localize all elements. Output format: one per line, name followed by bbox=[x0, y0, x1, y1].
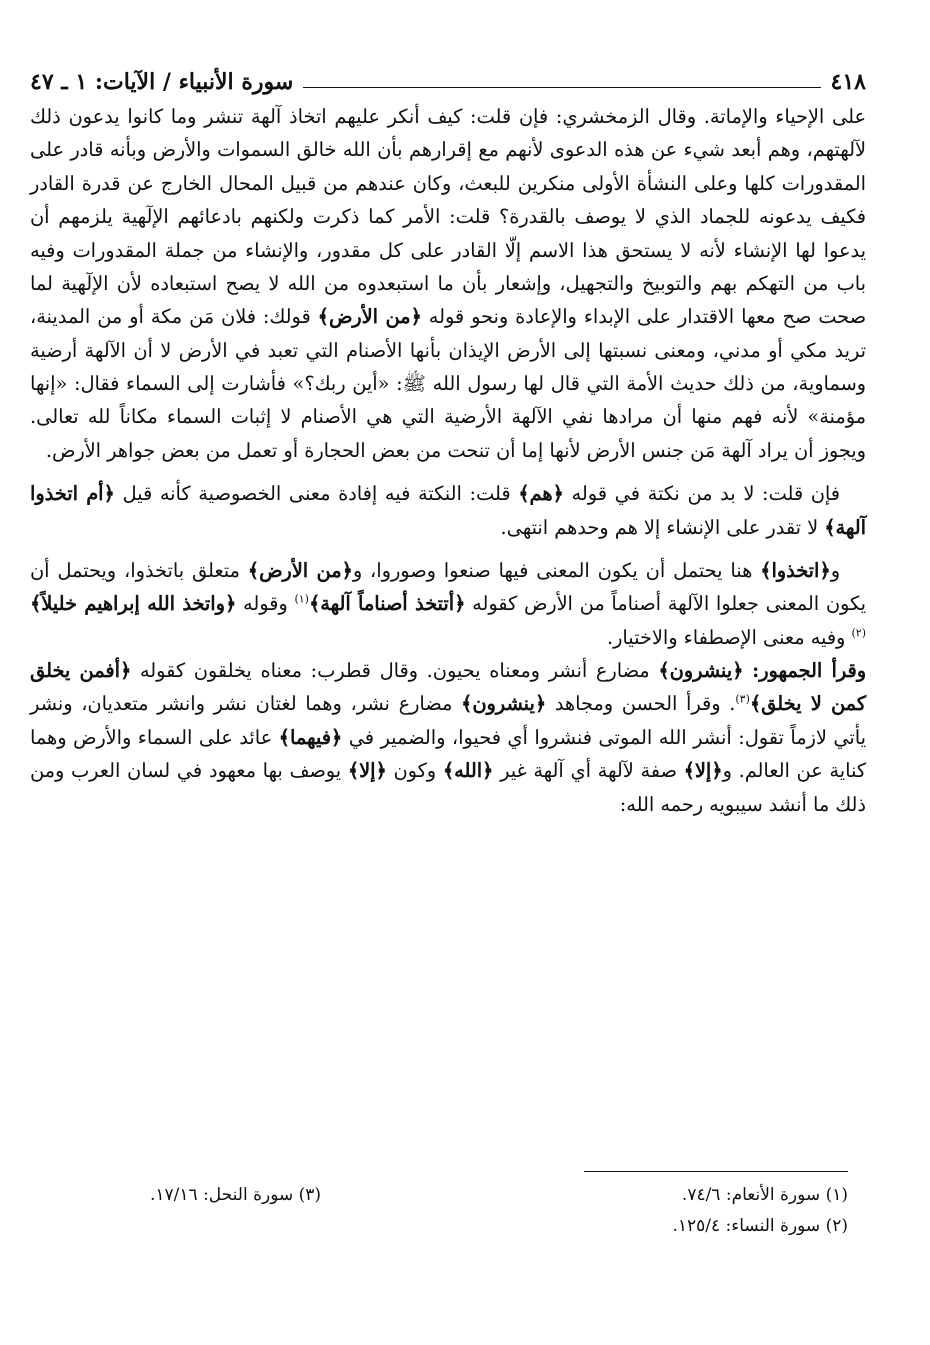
quran-quote: ﴿إلا﴾ bbox=[347, 759, 387, 783]
footnote-ref[interactable]: (٣) bbox=[735, 692, 750, 706]
text-run: على الإحياء والإماتة. وقال الزمخشري: فإن قلت: كيف أنكر عليهم اتخاذ آلهة تنشر وما كانوا يدعون ذلك لآلهتهم، وهم أبعد شيء عن هذه الدعوى لأنهم مع إقرارهم بأن الله خالق السموات والأرض وبأنه قادر على المقدورات كلها وعلى النشأة الأولى منكرين للبعث، وكان عندهم من قبيل المحال الخارج عن قدرة القادر فكيف يدعونه للجماد الذي لا يوصف بالقدرة؟ قلت: الأمر كما ذكرت ولكنهم بادعائهم الإلٓهية يلزمهم أن يدعوا لها الإنشاء لأنه لا يستحق هذا الاسم إلّا القادر على كل مقدور، والإنشاء من جملة المقدورات وفيه باب من التهكم بهم والتوبيخ والتجهيل، وإشعار بأن ما استبعدوه من الله لا يصح استبعاده لأن الإلٓهية لما صحت صح معها الاقتدار على الإبداء والإعادة ونحو قوله bbox=[30, 105, 866, 329]
header-rule bbox=[303, 87, 820, 88]
quran-quote: ﴿إلا﴾ bbox=[683, 759, 723, 783]
footnote-rule bbox=[584, 1171, 848, 1172]
quran-quote: ﴿ينشرون﴾ bbox=[658, 659, 744, 682]
header-title: سورة الأنبياء / الآيات: ١ ـ ٤٧ bbox=[30, 69, 294, 95]
text-run: فإن قلت: لا بد من نكتة في قوله bbox=[563, 482, 841, 506]
quran-quote: ﴿أم اتخذوا آلهة﴾ bbox=[30, 482, 866, 539]
text-run: وفيه معنى الإصطفاء والاختيار. bbox=[606, 625, 852, 649]
text-run: قولك: فلان مَن مكة أو من المدينة، تريد مكي أو مدني، ومعنى نسبتها إلى الأرض الإيذان بأنها الأصنام التي تعبد في الأرض لا أن الآلهة أرضية وسماوية، من ذلك حديث الأمة التي قال لها رسول الله ﷺ: «أين ربك؟» فأشارت إلى السماء فقال: «إنها مؤمنة» لأنه فهم منها أن مرادها نفي الآلهة الأرضية التي هي الأصنام لا إثبات السماء مكاناً لله تعالى. ويجوز أن يراد آلهة مَن جنس الأرض لأنها إما أن تنحت من بعض الحجارة أو تعمل من بعض جواهر الأرض. bbox=[30, 305, 866, 462]
running-header bbox=[30, 62, 866, 102]
quran-quote: ﴿واتخذ الله إبراهيم خليلاً﴾ bbox=[30, 592, 237, 616]
quran-quote: ﴿هم﴾ bbox=[518, 482, 564, 506]
quran-quote: ﴿ينشرون﴾ bbox=[461, 692, 547, 716]
text-run: مضارع نشر، وهما لغتان نشر وانشر متعديان، ونشر يأتي لازماً تقول: أنشر الله الموتى فنشروا أي فحيوا، والضمير في bbox=[30, 692, 867, 749]
text-run: . وقرأ الحسن ومجاهد bbox=[546, 692, 736, 716]
text-run: متعلق باتخذوا، ويحتمل أن يكون المعنى جعلوا الآلهة أصناماً من الأرض كقوله bbox=[30, 558, 867, 616]
quran-quote: ﴿أفمن يخلق كمن لا يخلق﴾ bbox=[30, 659, 866, 716]
text-run: قلت: النكتة فيه إفادة معنى الخصوصية كأنه قيل bbox=[114, 482, 519, 506]
footnote-row bbox=[150, 1211, 848, 1242]
quran-quote: ﴿فيهما﴾ bbox=[278, 725, 343, 749]
paragraph-2 bbox=[30, 477, 866, 544]
main-text bbox=[30, 100, 866, 831]
quran-quote: ﴿اتخذوا﴾ bbox=[760, 558, 831, 582]
text-run: و bbox=[830, 558, 841, 582]
page-number: ٤١٨ bbox=[830, 69, 866, 95]
footnote-row bbox=[150, 1180, 848, 1211]
text-run: لا تقدر على الإنشاء إلا هم وحدهم انتهى. bbox=[500, 515, 825, 539]
paragraph-3 bbox=[30, 554, 866, 654]
footnote-3: (٣) سورة النحل: ١٧/١٦. bbox=[150, 1185, 322, 1205]
paragraph-1 bbox=[30, 100, 866, 467]
text-run: صفة لآلهة أي آلهة غير bbox=[493, 759, 684, 783]
text-run: وكون bbox=[386, 759, 443, 783]
text-run: مضارع أنشر ومعناه يحيون. وقال قطرب: معناه يخلقون كقوله bbox=[131, 659, 659, 682]
text-run: هنا يحتمل أن يكون المعنى فيها صنعوا وصوروا، و bbox=[352, 558, 761, 582]
text-run: عائد على السماء والأرض وهما كناية عن العالم. و bbox=[30, 725, 867, 783]
text-run bbox=[743, 659, 752, 682]
footnote-ref[interactable]: (٢) bbox=[851, 626, 866, 640]
text-run: يوصف بها معهود في لسان العرب ومن ذلك ما أنشد سيبويه رحمه الله: bbox=[30, 759, 866, 816]
footnotes bbox=[150, 1180, 848, 1243]
text-run: وقوله bbox=[236, 592, 295, 616]
quran-quote: ﴿أتتخذ أصناماً آلهة﴾ bbox=[308, 592, 466, 616]
footnote-2: (٢) سورة النساء: ١٢٥/٤. bbox=[672, 1216, 848, 1237]
bold-lead: وقرأ الجمهور: bbox=[752, 659, 867, 682]
quran-quote: ﴿من الأرض﴾ bbox=[317, 305, 422, 329]
footnote-1: (١) سورة الأنعام: ٧٤/٦. bbox=[681, 1185, 848, 1205]
paragraph-4 bbox=[30, 654, 866, 821]
footnote-ref[interactable]: (١) bbox=[294, 592, 309, 606]
quran-quote: ﴿الله﴾ bbox=[442, 759, 494, 783]
quran-quote: ﴿من الأرض﴾ bbox=[247, 558, 353, 582]
